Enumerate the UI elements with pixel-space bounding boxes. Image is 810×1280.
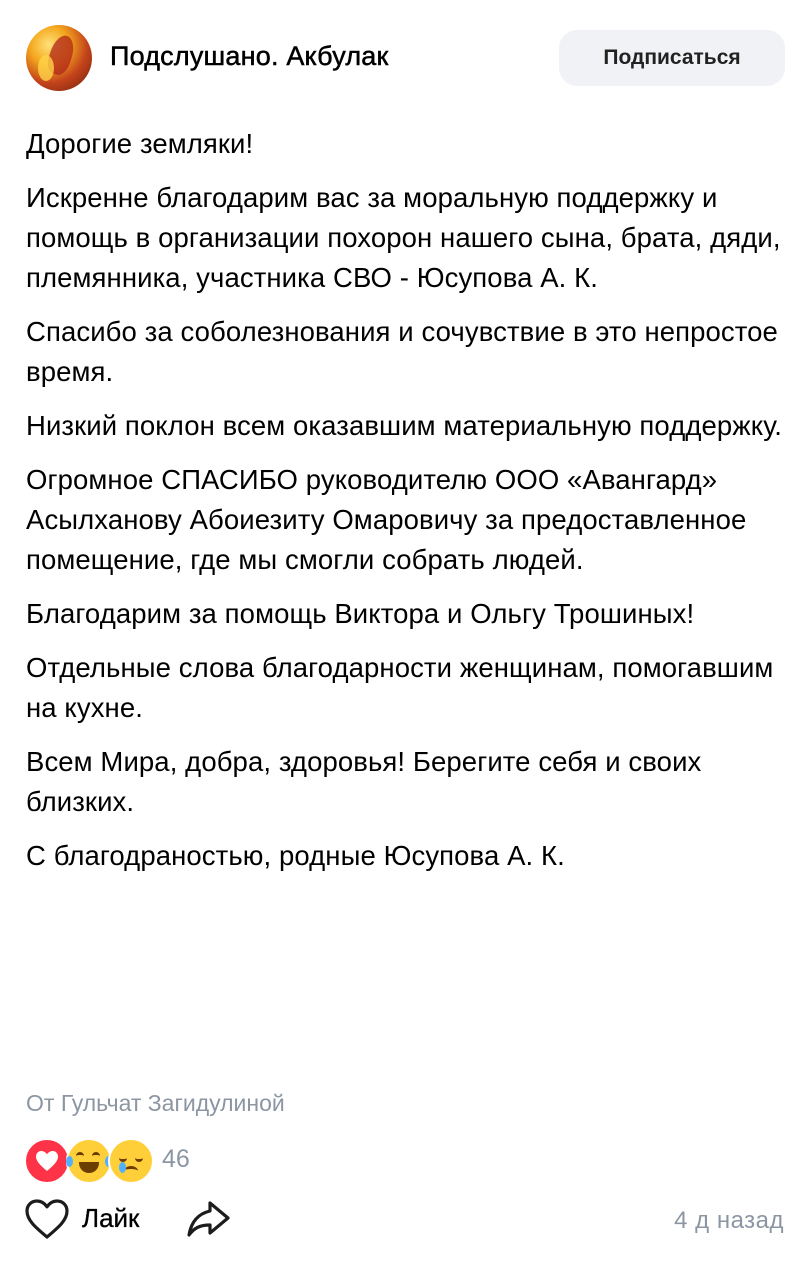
post-paragraph: Отдельные слова благодарности женщинам, помогавшим на кухне. bbox=[26, 652, 774, 723]
post-paragraph: Низкий поклон всем оказавшим материальную поддержку. bbox=[26, 410, 783, 441]
like-button[interactable]: Лайк bbox=[82, 1203, 140, 1233]
post-author[interactable]: От Гульчат Загидулиной bbox=[26, 1090, 285, 1116]
post-paragraph: Искренне благодарим вас за моральную поддержку и помощь в организации похорон нашего сына, брата, дяди, племянника, участника СВО - Юсупова А. К. bbox=[26, 182, 781, 293]
reactions-summary[interactable] bbox=[24, 1138, 224, 1184]
post-paragraph: Всем Мира, добра, здоровья! Берегите себя и своих близких. bbox=[26, 746, 702, 817]
heart-outline-icon[interactable] bbox=[24, 1198, 70, 1245]
post-paragraph: Дорогие земляки! bbox=[26, 128, 254, 159]
group-name[interactable]: Подслушано. Акбулак bbox=[110, 41, 389, 71]
post-timestamp: 4 д назад bbox=[674, 1207, 784, 1234]
post-paragraph: Спасибо за соболезнования и сочувствие в это непростое время. bbox=[26, 316, 778, 387]
post-paragraph: С благодраностью, родные Юсупова А. К. bbox=[26, 840, 565, 871]
heart-icon bbox=[24, 1138, 70, 1184]
laughing-face-icon bbox=[66, 1138, 112, 1184]
crying-face-icon bbox=[108, 1138, 154, 1184]
subscribe-button[interactable]: Подписаться bbox=[559, 30, 785, 86]
share-arrow-icon[interactable] bbox=[186, 1198, 232, 1245]
group-avatar[interactable] bbox=[26, 25, 92, 91]
post-header bbox=[0, 0, 810, 118]
post-actions bbox=[0, 1190, 810, 1250]
post-paragraph: Благодарим за помощь Виктора и Ольгу Трошиных! bbox=[26, 598, 695, 629]
reaction-count: 46 bbox=[162, 1145, 190, 1173]
post-paragraph: Огромное СПАСИБО руководителю ООО «Авангард» Асылханову Абоиезиту Омаровичу за предоставленное помещение, где мы смогли собрать людей. bbox=[26, 464, 747, 575]
post-body bbox=[26, 124, 796, 890]
